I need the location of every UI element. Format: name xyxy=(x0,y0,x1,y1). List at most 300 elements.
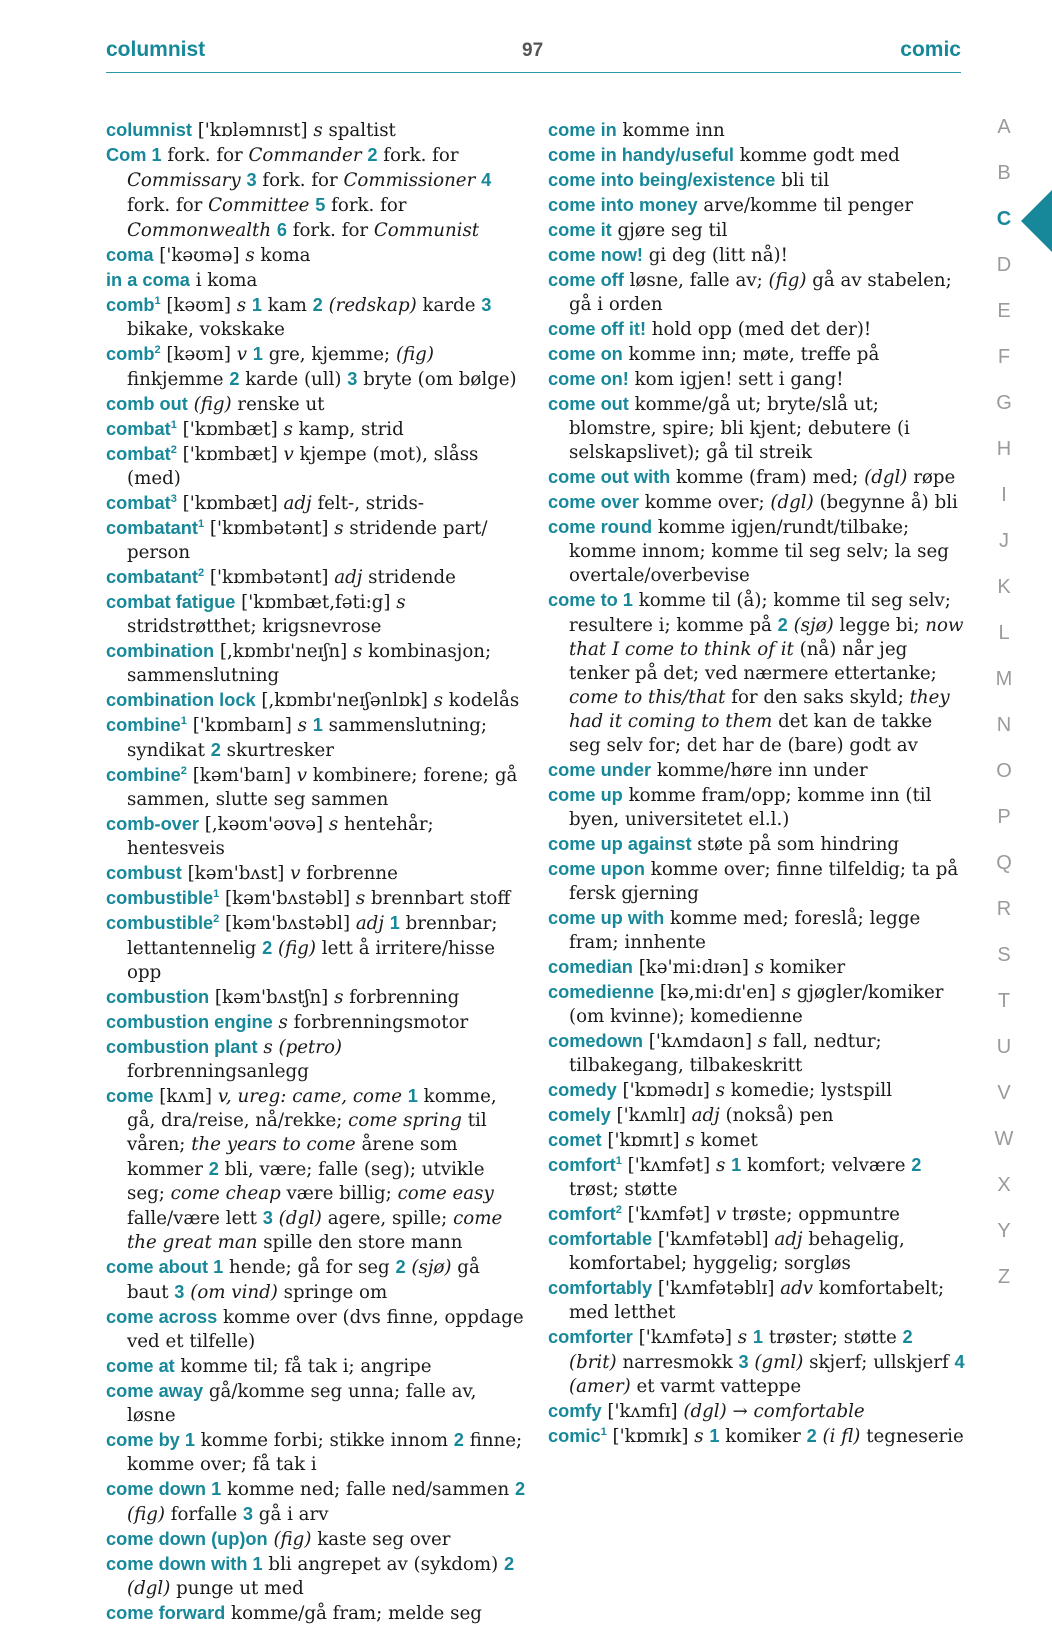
homograph-number: 1 xyxy=(154,294,161,307)
definition-text: punge ut med xyxy=(170,1578,304,1599)
dictionary-entry xyxy=(106,1010,526,1035)
headword: combatant xyxy=(106,518,198,538)
grammar-label: Commonwealth xyxy=(127,220,272,241)
headword: comfy xyxy=(548,1401,602,1421)
grammar-label: adj xyxy=(334,567,363,588)
definition-text: ['kʌmfət] xyxy=(621,1155,716,1176)
grammar-label: (gml) xyxy=(754,1352,804,1373)
dictionary-entry xyxy=(106,293,526,342)
dictionary-entry xyxy=(106,516,526,565)
grammar-label: comfortable xyxy=(753,1401,865,1422)
grammar-label: (fig) xyxy=(273,1529,312,1550)
dictionary-entry xyxy=(106,1084,526,1255)
definition-text: støte på som hindring xyxy=(691,834,900,855)
definition-text: tegneserie xyxy=(860,1426,964,1447)
dictionary-entry xyxy=(548,1103,966,1128)
grammar-label: adj xyxy=(355,913,384,934)
grammar-label: s xyxy=(236,295,247,316)
definition-text: komme/høre inn under xyxy=(651,760,868,781)
definition-text: ['kʌmfət] xyxy=(621,1204,716,1225)
headword: come into being/existence xyxy=(548,170,776,190)
index-letter-z[interactable]: Z xyxy=(997,1266,1011,1288)
definition-text: løsne, falle av; xyxy=(623,270,769,291)
definition-text: komet xyxy=(694,1130,758,1151)
grammar-label: s xyxy=(283,419,293,440)
definition-text: skurtresker xyxy=(220,740,334,761)
headword: come at xyxy=(106,1356,175,1376)
grammar-label: s xyxy=(334,987,344,1008)
grammar-label: (amer) xyxy=(569,1376,631,1397)
headword: come about 1 xyxy=(106,1257,224,1277)
homograph-number: 2 xyxy=(180,764,187,777)
headword: come up against xyxy=(548,834,692,854)
grammar-label: Committee xyxy=(208,195,310,216)
definition-text: [kə'mi:dɪən] xyxy=(632,957,755,978)
definition-text: fork. for xyxy=(127,195,209,216)
definition-text: gi deg (litt nå)! xyxy=(643,245,788,266)
sense-number: 2 xyxy=(902,1327,913,1347)
definition-text: lett å irritere/hisse opp xyxy=(127,938,495,983)
definition-text: komme inn; møte, treffe på xyxy=(622,344,880,365)
headword: combust xyxy=(106,863,182,883)
dictionary-entry xyxy=(548,268,966,317)
grammar-label: come spring xyxy=(348,1110,462,1131)
homograph-number: 2 xyxy=(197,566,205,579)
dictionary-entry xyxy=(548,243,966,268)
grammar-label: (dgl) xyxy=(278,1208,322,1229)
grammar-label: s xyxy=(715,1080,725,1101)
dictionary-entry xyxy=(106,911,526,985)
dictionary-entry xyxy=(106,688,526,713)
headword: come down (up)on xyxy=(106,1529,268,1549)
definition-text: fall, nedtur; tilbakegang, tilbakeskritt xyxy=(569,1031,882,1076)
definition-text: fork. for xyxy=(256,170,344,191)
definition-text: bli angrepet av (sykdom) xyxy=(262,1554,504,1575)
dictionary-entry xyxy=(106,1552,526,1601)
dictionary-entry xyxy=(548,1029,966,1078)
grammar-label: s xyxy=(297,715,307,736)
definition-text: kombinasjon; sammenslutning xyxy=(127,641,492,686)
right-column xyxy=(548,118,966,1449)
headword: combat xyxy=(106,444,171,464)
headword: comfortable xyxy=(548,1229,653,1249)
definition-text: til våren; xyxy=(127,1110,487,1155)
sense-number: 2 xyxy=(262,938,273,958)
dictionary-entry xyxy=(548,218,966,243)
sense-number: 2 xyxy=(210,740,221,760)
dictionary-entry xyxy=(548,1424,966,1449)
index-letter-a[interactable]: A xyxy=(997,116,1011,138)
definition-text: ['kɒmɪk] xyxy=(606,1426,695,1447)
grammar-label: now that I come to think of it xyxy=(569,615,964,660)
definition-text: komme til; få tak i; angripe xyxy=(174,1356,432,1377)
definition-text: ['kɒmbətənt] xyxy=(204,518,335,539)
definition-text: kom igjen! sett i gang! xyxy=(628,369,844,390)
definition-text: [kə,mi:dɪ'en] xyxy=(654,982,782,1003)
index-letter-g[interactable]: G xyxy=(996,392,1012,414)
dictionary-entry xyxy=(548,515,966,588)
definition-text: trøst; støtte xyxy=(569,1179,678,1200)
grammar-label: s xyxy=(313,120,323,141)
dictionary-entry xyxy=(548,1078,966,1103)
grammar-label: (fig) xyxy=(193,394,232,415)
headword: come away xyxy=(106,1381,204,1401)
headword: coma xyxy=(106,245,154,265)
definition-text: sammenslutning; syndikat xyxy=(127,715,487,761)
homograph-number: 1 xyxy=(615,1154,622,1167)
headword: come on xyxy=(548,344,623,364)
headword: comfortably xyxy=(548,1278,653,1298)
definition-text: ['kɒmbaɪn] xyxy=(186,715,298,736)
dictionary-entry xyxy=(548,783,966,832)
dictionary-entry xyxy=(106,713,526,763)
index-letter-f[interactable]: F xyxy=(997,346,1011,368)
headword: come it xyxy=(548,220,612,240)
definition-text: røpe xyxy=(907,467,956,488)
definition-text: → xyxy=(726,1401,754,1422)
definition-text: kodelås xyxy=(443,690,520,711)
grammar-label: come easy xyxy=(397,1183,494,1204)
dictionary-entry xyxy=(548,367,966,392)
definition-text: bli, være; falle (seg); utvikle seg; xyxy=(127,1159,485,1204)
dictionary-entry xyxy=(548,1153,966,1202)
definition-text: [kəm'bʌstəbl] xyxy=(219,888,356,909)
headword: come out with xyxy=(548,467,671,487)
grammar-label: the years to come xyxy=(191,1134,356,1155)
grammar-label: (om vind) xyxy=(190,1282,278,1303)
grammar-label: Commissary xyxy=(127,170,241,191)
definition-text: [,kɒmbɪ'neɪʃənlɒk] xyxy=(255,690,434,711)
homograph-number: 2 xyxy=(170,443,177,456)
dictionary-entry xyxy=(106,565,526,590)
dictionary-entry xyxy=(548,955,966,980)
sense-number: 2 xyxy=(395,1257,406,1277)
dictionary-entry xyxy=(106,1428,526,1477)
sense-number: 1 xyxy=(752,1327,764,1347)
index-letter-t[interactable]: T xyxy=(997,990,1011,1012)
index-letter-o[interactable]: O xyxy=(996,760,1012,782)
sense-number: 2 xyxy=(229,369,240,389)
headword: combustion xyxy=(106,987,210,1007)
grammar-label: Communist xyxy=(373,220,480,241)
grammar-label: come cheap xyxy=(170,1183,281,1204)
definition-text: behagelig, komfortabel; hyggelig; sorgløs xyxy=(569,1229,905,1274)
definition-text: komme godt med xyxy=(733,145,900,166)
definition-text: finkjemme xyxy=(127,369,230,390)
headword: combustion engine xyxy=(106,1012,273,1032)
definition-text: agere, spille; xyxy=(321,1208,454,1229)
dictionary-entry xyxy=(106,1035,526,1084)
index-letter-n[interactable]: N xyxy=(996,714,1012,736)
headword: columnist xyxy=(106,120,192,140)
dictionary-entry xyxy=(548,118,966,143)
definition-text: ['kɒmbæt] xyxy=(176,444,284,465)
headword: come upon xyxy=(548,859,646,879)
dictionary-entry xyxy=(548,342,966,367)
homograph-number: 2 xyxy=(154,343,161,356)
grammar-label: (redskap) xyxy=(328,295,417,316)
grammar-label: v xyxy=(715,1204,727,1225)
sense-number: 1 xyxy=(731,1155,742,1175)
dictionary-entry xyxy=(548,832,966,857)
definition-text: kaste seg over xyxy=(311,1529,451,1550)
sense-number: 1 xyxy=(251,295,262,315)
dictionary-entry xyxy=(106,1379,526,1428)
headword: combat xyxy=(106,493,171,513)
grammar-label: s xyxy=(737,1327,748,1348)
sense-number: 2 xyxy=(503,1554,515,1574)
dictionary-entry xyxy=(548,317,966,342)
dictionary-entry xyxy=(548,193,966,218)
definition-text: komme/gå fram; melde seg xyxy=(225,1603,482,1624)
index-letter-i[interactable]: I xyxy=(1001,484,1007,506)
definition-text: komme over; finne tilfeldig; ta på fersk gjerning xyxy=(569,859,959,904)
definition-text: renske ut xyxy=(231,394,325,415)
grammar-label: Commissioner xyxy=(343,170,476,191)
page-number: 97 xyxy=(522,40,544,61)
dictionary-entry xyxy=(106,1477,526,1527)
definition-text: ['kʌmfɪ] xyxy=(601,1401,684,1422)
definition-text: (begynne å) bli xyxy=(813,492,958,513)
headword: comic xyxy=(548,1426,601,1446)
sense-number: 2 xyxy=(208,1159,219,1179)
definition-text: fork. for xyxy=(161,145,249,166)
definition-text: skjerf; ullskjerf xyxy=(803,1352,955,1373)
definition-text: årene som kommer xyxy=(127,1134,458,1180)
grammar-label: adj xyxy=(691,1105,720,1126)
sense-number: 6 xyxy=(276,220,287,240)
dictionary-entry xyxy=(548,168,966,193)
definition-text: komme fram/opp; komme inn (til byen, universitetet el.l.) xyxy=(569,785,932,830)
dictionary-entry xyxy=(548,857,966,906)
headword: comforter xyxy=(548,1327,633,1347)
grammar-label: s xyxy=(754,957,764,978)
grammar-label: (dgl) xyxy=(770,492,814,513)
index-letter-v[interactable]: V xyxy=(997,1082,1011,1104)
index-letter-p[interactable]: P xyxy=(997,806,1011,828)
headword: come down 1 xyxy=(106,1479,222,1499)
dictionary-entry xyxy=(106,812,526,861)
definition-text: komiker xyxy=(719,1426,807,1447)
sense-number: 2 xyxy=(453,1430,464,1450)
dictionary-entry xyxy=(106,639,526,688)
grammar-label: s xyxy=(433,690,443,711)
index-letter-x[interactable]: X xyxy=(997,1174,1011,1196)
dictionary-entry xyxy=(548,758,966,783)
definition-text: [,kɒmbɪ'neɪʃn] xyxy=(214,641,353,662)
headword: come up xyxy=(548,785,623,805)
definition-text: [kəm'bʌstʃn] xyxy=(209,987,335,1008)
grammar-label: Commander xyxy=(248,145,362,166)
dictionary-entry xyxy=(548,1202,966,1227)
definition-text: ['kʌmfətə] xyxy=(632,1327,738,1348)
homograph-number: 2 xyxy=(213,912,220,925)
headword: come up with xyxy=(548,908,665,928)
grammar-label: come to this/that xyxy=(569,687,726,708)
definition-text: trøster; støtte xyxy=(763,1327,903,1348)
index-letter-e[interactable]: E xyxy=(997,300,1011,322)
grammar-label: (fig) xyxy=(127,1504,165,1525)
sense-number: 2 xyxy=(312,295,323,315)
definition-text: trøste; oppmuntre xyxy=(726,1204,900,1225)
headword: combination xyxy=(106,641,215,661)
headword: come in handy/useful xyxy=(548,145,734,165)
grammar-label: (dgl) xyxy=(683,1401,727,1422)
definition-text: ['kɒmbæt] xyxy=(176,419,284,440)
headword: come round xyxy=(548,517,653,537)
index-letter-u[interactable]: U xyxy=(996,1036,1012,1058)
definition-text: hentehår; hentesveis xyxy=(127,814,434,859)
grammar-label: (sjø) xyxy=(793,615,834,636)
headword: combustible xyxy=(106,913,214,933)
grammar-label: come the great man xyxy=(127,1208,503,1253)
dictionary-entry xyxy=(106,1354,526,1379)
tab-marker-icon xyxy=(1021,190,1052,252)
headword: combatant xyxy=(106,567,198,587)
grammar-label: v xyxy=(290,863,301,884)
dictionary-entry xyxy=(106,886,526,911)
headword: comedy xyxy=(548,1080,617,1100)
definition-text: forbrenne xyxy=(300,863,398,884)
headword: comedown xyxy=(548,1031,643,1051)
dictionary-entry xyxy=(106,392,526,417)
dictionary-entry xyxy=(548,1325,966,1399)
headword: come across xyxy=(106,1307,218,1327)
headword: come down with 1 xyxy=(106,1554,263,1574)
homograph-number: 1 xyxy=(600,1425,607,1438)
definition-text: karde xyxy=(416,295,482,316)
definition-text: legge bi; xyxy=(833,615,926,636)
grammar-label: s xyxy=(328,814,339,835)
headword: come under xyxy=(548,760,652,780)
sense-number: 2 xyxy=(911,1155,922,1175)
definition-text: brennbar; lettantennelig xyxy=(127,913,498,959)
dictionary-entry xyxy=(548,392,966,465)
headword: comedian xyxy=(548,957,633,977)
definition-text: ['kəʊmə] xyxy=(153,245,246,266)
grammar-label: s xyxy=(334,518,344,539)
sense-number: 2 xyxy=(806,1426,817,1446)
definition-text: komme, gå, dra/reise, nå/rekke; xyxy=(127,1086,497,1131)
definition-text: komiker xyxy=(763,957,846,978)
headword: comb xyxy=(106,295,155,315)
index-letter-b[interactable]: B xyxy=(997,162,1011,184)
homograph-number: 1 xyxy=(180,714,187,727)
definition-text: det kan de takke seg selv for; det har de (bare) godt av xyxy=(569,711,933,756)
definition-text: ['kʌmfətəbl] xyxy=(652,1229,775,1250)
headword: come on! xyxy=(548,369,629,389)
headword: comedienne xyxy=(548,982,655,1002)
definition-text: springe om xyxy=(277,1282,388,1303)
index-letter-h[interactable]: H xyxy=(996,438,1012,460)
definition-text: i koma xyxy=(189,270,258,291)
headword: comb xyxy=(106,344,155,364)
grammar-label: (brit) xyxy=(569,1352,617,1373)
dictionary-entry xyxy=(106,118,526,143)
headword: combustion plant xyxy=(106,1037,258,1057)
homograph-number: 1 xyxy=(213,887,220,900)
definition-text: forbrenningsanlegg xyxy=(127,1061,309,1082)
index-letter-r[interactable]: R xyxy=(996,898,1012,920)
grammar-label: (fig) xyxy=(768,270,807,291)
homograph-number: 1 xyxy=(170,418,177,431)
definition-text: finne; komme over; få tak i xyxy=(127,1430,523,1475)
page-header xyxy=(106,36,961,73)
grammar-label: s (petro) xyxy=(263,1037,343,1058)
definition-text: komfort; velvære xyxy=(741,1155,912,1176)
index-letter-d[interactable]: D xyxy=(996,254,1012,276)
index-letter-w[interactable]: W xyxy=(994,1128,1014,1150)
homograph-number: 3 xyxy=(170,492,177,505)
headword: combat fatigue xyxy=(106,592,236,612)
grammar-label: s xyxy=(757,1031,768,1052)
definition-text: komme (fram) med; xyxy=(670,467,865,488)
headword: combat xyxy=(106,419,171,439)
index-letter-s[interactable]: S xyxy=(997,944,1011,966)
definition-text: hende; gå for seg xyxy=(223,1257,396,1278)
definition-text: fork. for xyxy=(286,220,374,241)
definition-text: ['kɒmbæt] xyxy=(176,493,284,514)
definition-text: komme igjen/rundt/tilbake; komme innom; komme til seg selv; la seg overtale/overbevise xyxy=(569,517,949,586)
headword: come by 1 xyxy=(106,1430,195,1450)
grammar-label: s xyxy=(355,888,366,909)
index-letter-j[interactable]: J xyxy=(999,530,1009,552)
definition-text: komme til (å); komme til seg selv; resultere i; komme på xyxy=(569,590,951,636)
definition-text: stridende part/ person xyxy=(127,518,488,563)
definition-text: komfortabelt; med letthet xyxy=(569,1278,945,1323)
definition-text: ['kɒmədɪ] xyxy=(616,1080,716,1101)
index-letter-c[interactable]: C xyxy=(996,208,1012,230)
definition-text: ['kʌmdaʊn] xyxy=(643,1031,758,1052)
headword: comfort xyxy=(548,1155,616,1175)
homograph-number: 2 xyxy=(615,1203,622,1216)
left-running-headword: columnist xyxy=(106,38,206,61)
headword: combustible xyxy=(106,888,214,908)
grammar-label: (sjø) xyxy=(411,1257,452,1278)
headword: come forward xyxy=(106,1603,226,1623)
index-letter-k[interactable]: K xyxy=(997,576,1011,598)
definition-text: gå/komme seg unna; falle av, løsne xyxy=(127,1381,477,1426)
index-letter-l[interactable]: L xyxy=(998,622,1010,644)
definition-text: kombinere; forene; gå sammen, slutte seg sammen xyxy=(127,765,518,810)
index-letter-q[interactable]: Q xyxy=(996,852,1012,874)
headword: come off it! xyxy=(548,319,647,339)
headword: comet xyxy=(548,1130,602,1150)
index-letter-y[interactable]: Y xyxy=(997,1220,1011,1242)
definition-text: være billig; xyxy=(280,1183,398,1204)
dictionary-entry xyxy=(548,143,966,168)
grammar-label: s xyxy=(245,245,255,266)
sense-number: 1 xyxy=(709,1426,720,1446)
sense-number: 3 xyxy=(481,295,492,315)
headword: come out xyxy=(548,394,629,414)
sense-number: 3 xyxy=(246,170,257,190)
definition-text: gå av stabelen; gå i orden xyxy=(569,270,952,315)
grammar-label: v, ureg: came, come xyxy=(217,1086,402,1107)
dictionary-entry xyxy=(548,1399,966,1424)
sense-number: 1 xyxy=(389,913,400,933)
index-letter-m[interactable]: M xyxy=(995,668,1013,690)
dictionary-entry xyxy=(106,491,526,516)
definition-text: [kəʊm] xyxy=(160,344,237,365)
definition-text: gå i arv xyxy=(253,1504,329,1525)
dictionary-entry xyxy=(548,588,966,758)
dictionary-entry xyxy=(106,763,526,812)
grammar-label: (i fl) xyxy=(822,1426,861,1447)
definition-text: ['kʌmlɪ] xyxy=(610,1105,692,1126)
dictionary-entry xyxy=(106,985,526,1010)
dictionary-entry xyxy=(106,861,526,886)
